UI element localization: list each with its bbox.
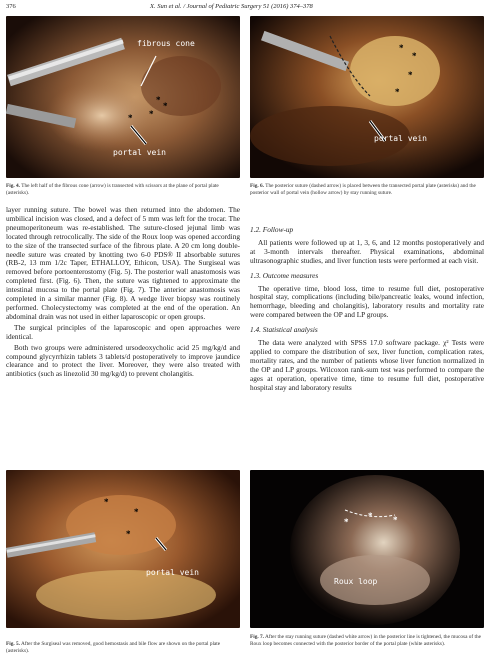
figure-7-caption-label: Fig. 7. [250,634,264,640]
asterisk-marker: * [104,497,109,507]
paragraph: Both two groups were administered ursodeoxycholic acid 25 mg/kg/d and compound glycyrrhizin tablets 3 tablets/d postoperatively to improve jaundice clearance and to protect the liver. Moreover, they were also treated with antibiotics (such as linezolid 30 mg/kg/d) to prevent cholangitis. [6,342,240,379]
figure-7-label-roux-loop: Roux loop [334,577,378,586]
paragraph: All patients were followed up at 1, 3, 6, and 12 months postoperatively and at 3-month intervals thereafter. Physical examinations, abdominal ultrasonographic studies, and liver function tests were performed at each visit. [250,237,484,265]
figure-6-label-portal-vein: portal vein [374,134,427,143]
figure-4-label-portal-vein: portal vein [113,148,166,157]
asterisk-marker: * [368,511,373,521]
section-heading-outcome-measures: 1.3. Outcome measures [250,270,319,280]
asterisk-marker: * [412,51,417,61]
figure-6-caption-label: Fig. 6. [250,183,264,189]
journal-citation: X. Sun et al. / Journal of Pediatric Surgery 51 (2016) 374–378 [150,3,313,10]
paragraph: The operative time, blood loss, time to resume full diet, postoperative hospital stay, complications (including bile/pancreatic leaks, wound infection, hemorrhage, bleeding and cholangitis), laboratory results and mortality rate were compared between the OP and LP groups. [250,283,484,320]
figure-5-image [6,470,240,628]
asterisk-marker: * [344,517,349,527]
figure-4-caption-label: Fig. 4. [6,183,20,189]
figure-7-caption-text: After the stay running suture (dashed white arrow) in the posterior line is tightened, the mucosa of the Roux loop becomes connected with the posterior border of the portal plate (white asterisks). [250,634,481,647]
figure-5-label-portal-vein: portal vein [146,568,199,577]
asterisk-marker: * [128,113,133,123]
asterisk-marker: * [399,43,404,53]
asterisk-marker: * [393,515,398,525]
figure-6-image [250,16,484,178]
paragraph: layer running suture. The bowel was then returned into the abdomen. The umbilical incision was closed, and a defect of 5 mm was left for the trocar. The pneumoperitoneum was re-established. The suture-closed jejunal limb was located through retrocolically. The side of the Roux loop was opened according to the size of the transected surface of the fibrous plate. A 20 cm long double-needle suture was created by knotting two 6-0 PDS® II absorbable sutures (RB-2, 13 mm 1/2c Taper, ETHALLOY, Ethicon, USA). The Surgiseal was removed before portoenterostomy (Fig. 5). The posterior wall anastomosis was completed first. (Fig. 6). Then, the suture was tightened to approximate the intestinal mucosa to the portal plate (Fig. 7). The anterior anastomosis was completed in a similar manner (Fig. 8). A wedge liver biopsy was routinely performed. Cholecystectomy was completed at the end of the operation. An abdominal drain was not used in either laparoscopic or open groups. [6,205,240,321]
asterisk-marker: * [149,109,154,119]
figure-4-caption [6,183,240,196]
figure-4-label-fibrous-cone: fibrous cone [137,39,195,48]
right-text-column [250,220,484,395]
running-header [0,3,491,13]
asterisk-marker: * [134,507,139,517]
asterisk-marker: * [126,529,131,539]
paragraph: The data were analyzed with SPSS 17.0 software package. χ² Tests were applied to compare the distribution of sex, liver function, complication rates, mortality rates, and the number of patients whose liver function normalized in the OP and LP groups. Wilcoxon rank-sum test was performed to compare the ages at operation, operative time, time to resume full diet, postoperative hospital stay and laboratory results [250,338,484,392]
figure-7-image [250,470,484,628]
asterisk-marker: * [163,101,168,111]
asterisk-marker: * [395,87,400,97]
figure-5-caption-text: After the Surgiseal was removed, good hemostasis and bile flow are shown on the portal plate (asterisks). [6,641,221,654]
figure-5-caption-label: Fig. 5. [6,641,20,647]
figure-6-caption-text: The posterior suture (dashed arrow) is placed between the transected portal plate (asterisks) and the posterior wall of portal vein (hollow arrow) by stay running suture. [250,183,476,196]
asterisk-marker: * [156,95,161,105]
figure-4-image [6,16,240,178]
figure-5-caption [6,641,240,654]
asterisk-marker: * [408,70,413,80]
section-heading-statistical-analysis: 1.4. Statistical analysis [250,325,318,335]
section-heading-follow-up: 1.2. Follow-up [250,225,294,234]
figure-7-caption [250,634,484,647]
figure-4-caption-text: The left half of the fibrous cone (arrow) is transected with scissors at the plane of portal plate (asterisks). [6,183,219,196]
left-text-column [6,206,240,381]
figure-6-caption [250,183,484,196]
page-number: 376 [6,3,16,10]
paragraph: The surgical principles of the laparoscopic and open approaches were identical. [6,322,240,341]
